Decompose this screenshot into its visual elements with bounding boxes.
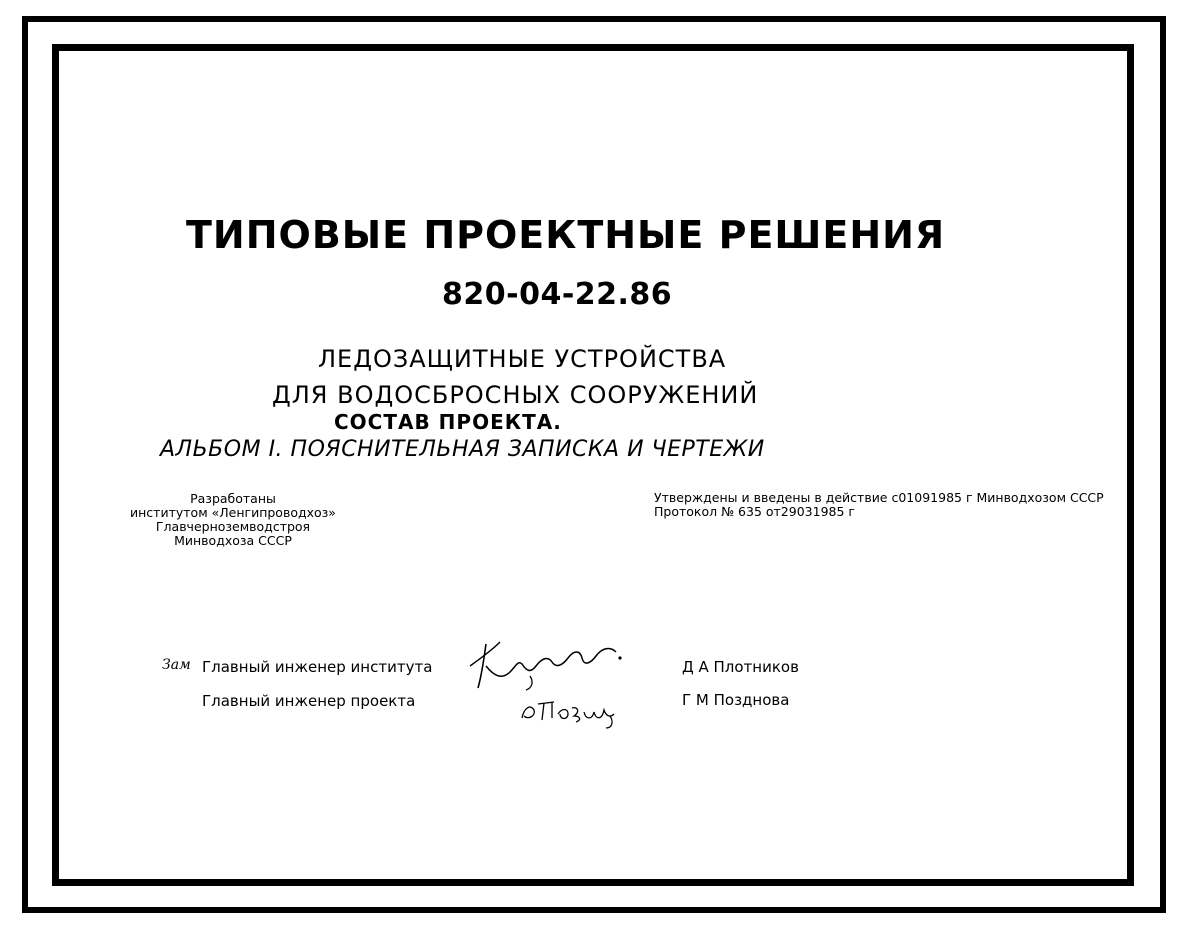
album-title: АЛЬБОМ I. ПОЯСНИТЕЛЬНАЯ ЗАПИСКА И ЧЕРТЕЖИ xyxy=(160,437,765,462)
inner-border xyxy=(52,44,1134,886)
chief-engineer-project-name: Г М Позднова xyxy=(682,691,790,709)
subtitle-line-2: ДЛЯ ВОДОСБРОСНЫХ СООРУЖЕНИЙ xyxy=(272,381,759,409)
signature-chief-engineer-institute xyxy=(460,636,630,694)
subtitle-line-1: ЛЕДОЗАЩИТНЫЕ УСТРОЙСТВА xyxy=(318,345,727,373)
chief-engineer-project-label: Главный инженер проекта xyxy=(202,692,416,710)
composition-heading: СОСТАВ ПРОЕКТА. xyxy=(334,410,562,434)
approval-block xyxy=(654,491,1104,519)
chief-engineer-institute-label: Главный инженер института xyxy=(202,658,433,676)
project-code: 820-04-22.86 xyxy=(442,277,673,312)
approval-line: Утверждены и введены в действие с01091985 г Минводхозом СССР xyxy=(654,490,1104,505)
acting-prefix: Зам xyxy=(162,657,191,673)
signature-chief-engineer-project xyxy=(514,690,624,730)
developer-line: Минводхоза СССР xyxy=(174,533,292,548)
developer-line: Разработаны xyxy=(190,491,276,506)
developer-line: Главчерноземводстроя xyxy=(155,519,311,534)
document-title: ТИПОВЫЕ ПРОЕКТНЫЕ РЕШЕНИЯ xyxy=(186,213,946,257)
developer-line: институтом «Ленгипроводхоз» xyxy=(130,505,336,520)
developer-block xyxy=(126,492,340,548)
approval-line: Протокол № 635 от29031985 г xyxy=(654,504,855,519)
chief-engineer-institute-name: Д А Плотников xyxy=(682,658,799,676)
